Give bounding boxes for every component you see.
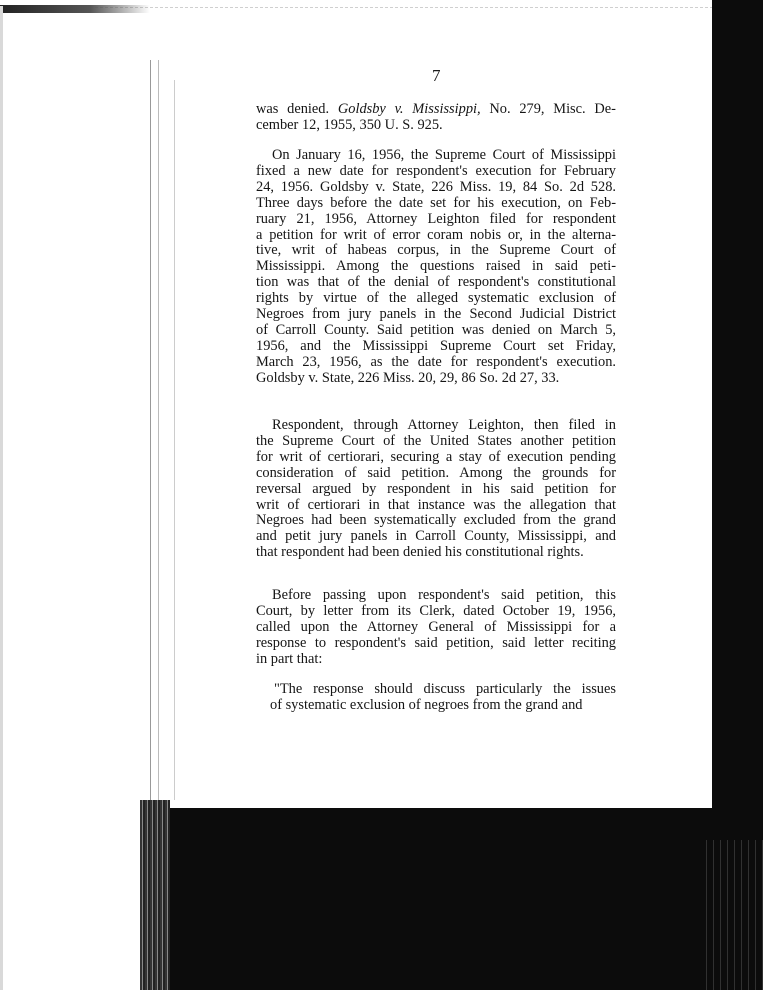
text-line: of systematic exclusion of negroes from the grand and xyxy=(270,696,583,713)
paragraph-3 xyxy=(256,418,616,561)
binding-line xyxy=(158,60,159,820)
text-line: was denied. Goldsby v. Mississippi, No. 279, Misc. De- xyxy=(256,101,616,117)
text-line: tion was that of the denial of respondent's constitutional xyxy=(256,274,616,291)
binding-line xyxy=(150,60,151,800)
text-line: On January 16, 1956, the Supreme Court of Mississippi xyxy=(272,147,616,163)
text-line: March 23, 1956, as the date for respondent's execution. xyxy=(256,353,616,370)
text-line: writ of certiorari in that instance was the allegation that xyxy=(256,496,616,513)
text-line: reversal argued by respondent in his said petition for xyxy=(256,480,616,497)
text-line: "The response should discuss particularly the issues xyxy=(274,681,616,697)
text-line: 24, 1956. Goldsby v. State, 226 Miss. 19, 84 So. 2d 528. xyxy=(256,178,616,195)
text-line: and petit jury panels in Carroll County, Mississippi, and xyxy=(256,528,616,545)
text-line: of Carroll County. Said petition was denied on March 5, xyxy=(256,321,616,338)
case-name: Goldsby v. Mississippi, xyxy=(337,101,481,117)
text-line: called upon the Attorney General of Mississippi for a xyxy=(256,618,616,635)
page-number: 7 xyxy=(432,66,441,85)
scan-right-fringe xyxy=(700,840,763,990)
scan-bottom-margin xyxy=(150,808,763,990)
text-line: Court, by letter from its Clerk, dated October 19, 1956, xyxy=(256,602,616,619)
text-line: cember 12, 1955, 350 U. S. 925. xyxy=(256,116,443,133)
paragraph-1 xyxy=(256,102,616,134)
text-line: rights by virtue of the alleged systematic exclusion of xyxy=(256,290,616,307)
text-line: tive, writ of habeas corpus, in the Supreme Court of xyxy=(256,242,616,259)
text-line: that respondent had been denied his constitutional rights. xyxy=(256,544,584,561)
text-line: Goldsby v. State, 226 Miss. 20, 29, 86 So. 2d 27, 33. xyxy=(256,369,560,386)
text-line: consideration of said petition. Among the grounds for xyxy=(256,464,616,481)
text-line: Negroes from jury panels in the Second Judicial District xyxy=(256,306,616,323)
text-line: Mississippi. Among the questions raised in said peti- xyxy=(256,258,616,275)
text-line: Before passing upon respondent's said petition, this xyxy=(272,587,616,603)
text-line: for writ of certiorari, securing a stay of execution pending xyxy=(256,448,616,465)
text-line: response to respondent's said petition, said letter reciting xyxy=(256,634,616,651)
scan-left-edge xyxy=(0,6,3,990)
text-line: Three days before the date set for his execution, on Feb- xyxy=(256,194,616,211)
paragraph-2 xyxy=(256,148,616,387)
text-line: Negroes had been systematically excluded from the grand xyxy=(256,512,616,529)
text-line: the Supreme Court of the United States another petition xyxy=(256,432,616,449)
text-line: a petition for writ of error coram nobis or, in the alterna- xyxy=(256,226,616,243)
text-line: ruary 21, 1956, Attorney Leighton filed for respondent xyxy=(256,210,616,227)
block-quote xyxy=(270,682,616,714)
scan-binding-fringe xyxy=(140,800,170,990)
text-line: fixed a new date for respondent's execution for February xyxy=(256,162,616,179)
paragraph-4 xyxy=(256,588,616,668)
scan-shadow-top xyxy=(0,5,150,13)
text-line: in part that: xyxy=(256,650,323,667)
text-line: Respondent, through Attorney Leighton, then filed in xyxy=(272,417,616,433)
binding-line xyxy=(174,80,175,800)
text-line: 1956, and the Mississippi Supreme Court set Friday, xyxy=(256,337,616,354)
